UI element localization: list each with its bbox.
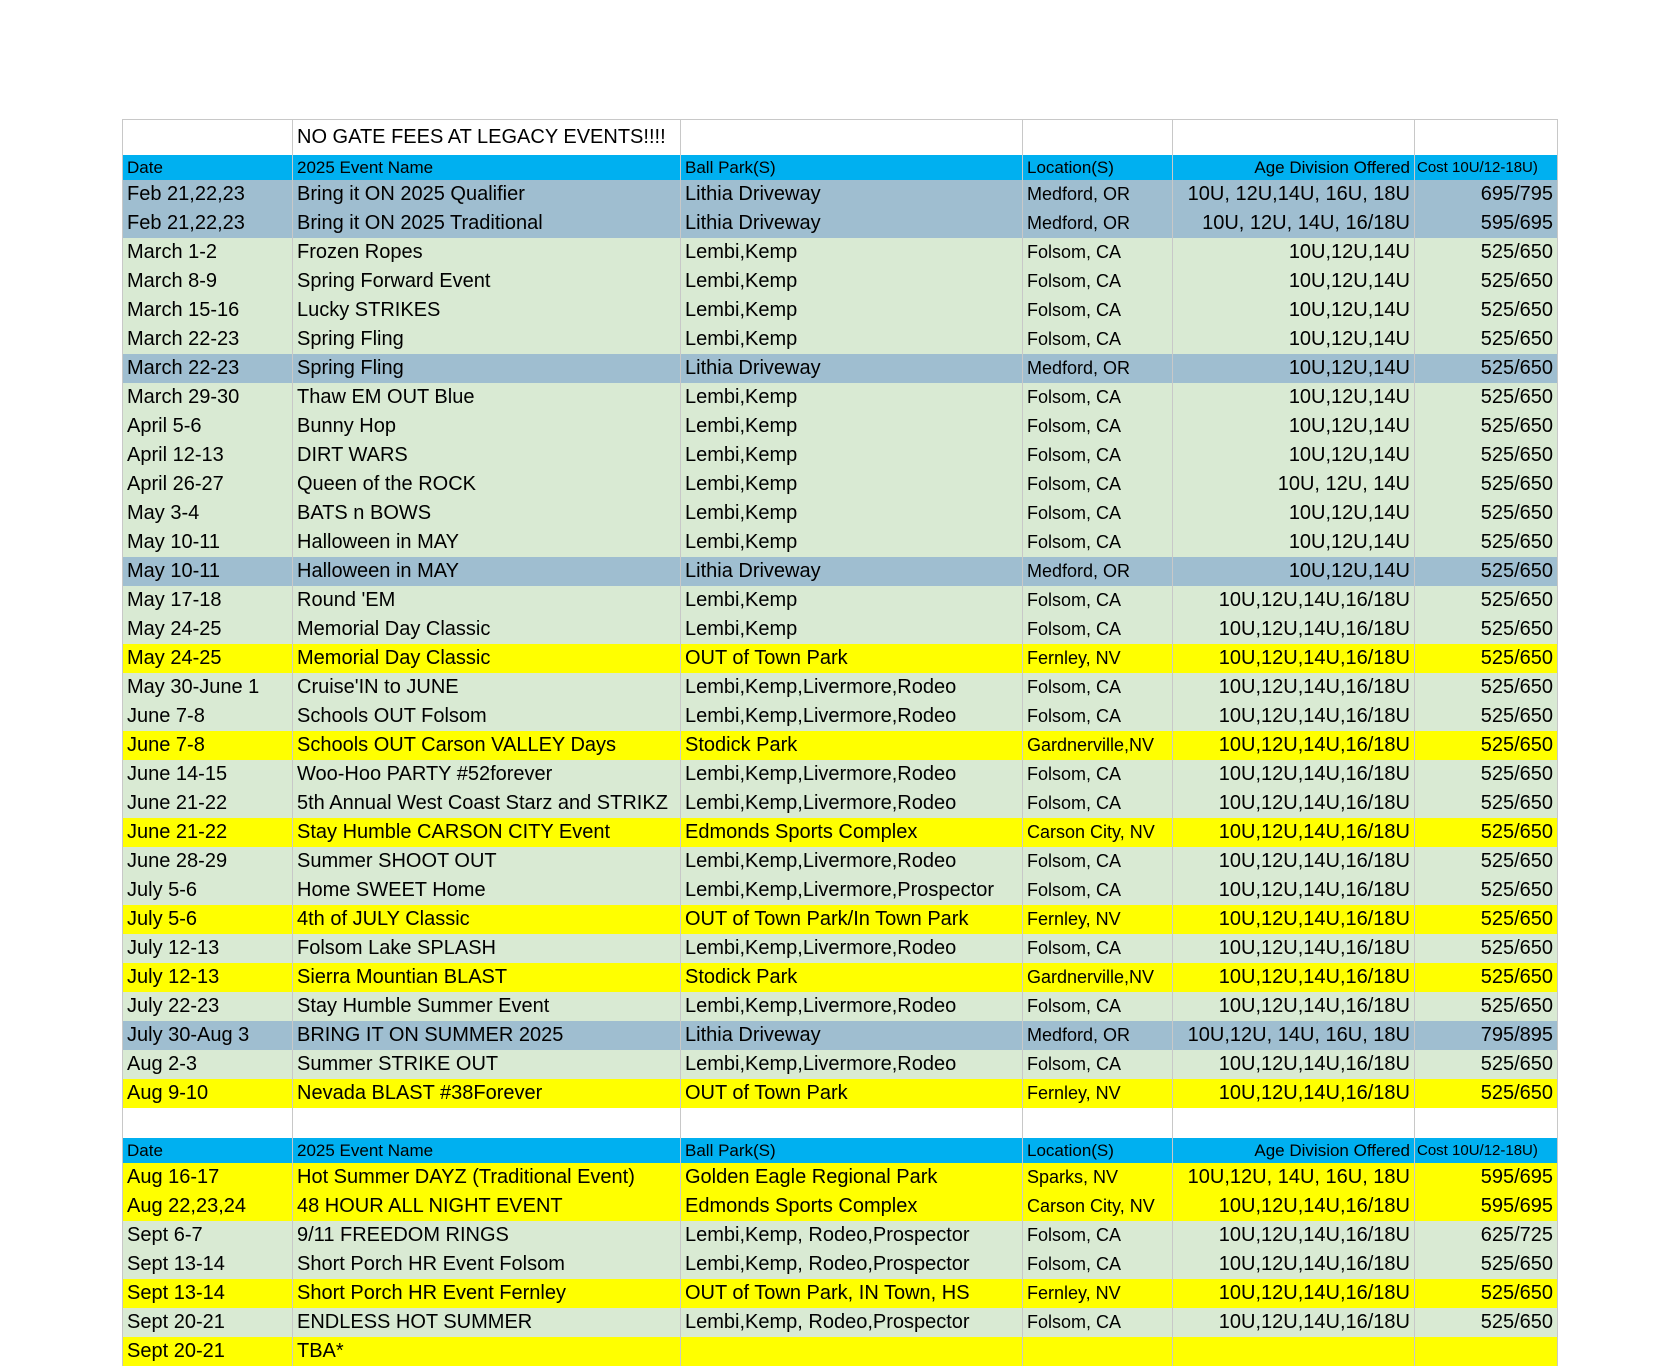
cell-cost: 795/895	[1415, 1021, 1558, 1050]
cell-location: Medford, OR	[1023, 557, 1173, 586]
cell-location: Folsom, CA	[1023, 760, 1173, 789]
header-ball-park: Ball Park(S)	[681, 1138, 1023, 1163]
cell-age-division: 10U,12U, 14U, 16U, 18U	[1173, 1021, 1415, 1050]
cell-age-division: 10U,12U,14U,16/18U	[1173, 1308, 1415, 1337]
cell-age-division: 10U,12U,14U,16/18U	[1173, 702, 1415, 731]
table-row	[123, 325, 1558, 354]
cell-date: July 30-Aug 3	[123, 1021, 293, 1050]
cell-empty	[1023, 1337, 1173, 1366]
cell-event-name: Frozen Ropes	[293, 238, 681, 267]
cell-age-division: 10U,12U,14U,16/18U	[1173, 1221, 1415, 1250]
cell-age-division: 10U,12U,14U	[1173, 557, 1415, 586]
cell-event-name: Bring it ON 2025 Qualifier	[293, 180, 681, 209]
cell-age-division: 10U,12U,14U,16/18U	[1173, 963, 1415, 992]
cell-date: March 15-16	[123, 296, 293, 325]
cell-date: April 5-6	[123, 412, 293, 441]
cell-ball-park: Edmonds Sports Complex	[681, 818, 1023, 847]
cell-ball-park: Stodick Park	[681, 963, 1023, 992]
cell-cost: 525/650	[1415, 818, 1558, 847]
cell-event-name: Sierra Mountian BLAST	[293, 963, 681, 992]
cell-event-name: Stay Humble CARSON CITY Event	[293, 818, 681, 847]
spacer-row	[123, 1108, 1558, 1138]
header-age-division: Age Division Offered	[1173, 1138, 1415, 1163]
cell-event-name: Stay Humble Summer Event	[293, 992, 681, 1021]
cell-age-division: 10U,12U,14U,16/18U	[1173, 1050, 1415, 1079]
cell-cost: 525/650	[1415, 905, 1558, 934]
cell-date: May 24-25	[123, 615, 293, 644]
cell-age-division: 10U,12U,14U,16/18U	[1173, 673, 1415, 702]
cell-event-name: Woo-Hoo PARTY #52forever	[293, 760, 681, 789]
table-row	[123, 1079, 1558, 1108]
cell-ball-park: Lembi,Kemp	[681, 586, 1023, 615]
no-gate-fees-notice: NO GATE FEES AT LEGACY EVENTS!!!!	[293, 120, 681, 156]
table-row	[123, 1050, 1558, 1079]
cell-age-division: 10U,12U,14U,16/18U	[1173, 1279, 1415, 1308]
cell-ball-park: Lembi,Kemp	[681, 441, 1023, 470]
cell-event-name: Cruise'IN to JUNE	[293, 673, 681, 702]
cell-age-division: 10U,12U,14U	[1173, 412, 1415, 441]
cell-location: Folsom, CA	[1023, 702, 1173, 731]
cell-date: May 30-June 1	[123, 673, 293, 702]
cell-age-division: 10U,12U,14U,16/18U	[1173, 644, 1415, 673]
cell-age-division: 10U, 12U, 14U, 16/18U	[1173, 209, 1415, 238]
cell-date: May 10-11	[123, 557, 293, 586]
table-row	[123, 1221, 1558, 1250]
table-row	[123, 876, 1558, 905]
cell-location: Fernley, NV	[1023, 1079, 1173, 1108]
cell-age-division: 10U,12U,14U,16/18U	[1173, 818, 1415, 847]
cell-location: Sparks, NV	[1023, 1163, 1173, 1192]
notice-row	[123, 120, 1558, 156]
cell-cost: 525/650	[1415, 412, 1558, 441]
cell-ball-park: OUT of Town Park/In Town Park	[681, 905, 1023, 934]
cell-location: Folsom, CA	[1023, 528, 1173, 557]
cell-location: Folsom, CA	[1023, 1250, 1173, 1279]
cell-location: Carson City, NV	[1023, 818, 1173, 847]
table-row	[123, 673, 1558, 702]
cell-ball-park: Lembi,Kemp	[681, 296, 1023, 325]
cell-cost: 525/650	[1415, 789, 1558, 818]
cell-age-division: 10U,12U,14U,16/18U	[1173, 586, 1415, 615]
cell-event-name: Short Porch HR Event Fernley	[293, 1279, 681, 1308]
cell-location: Folsom, CA	[1023, 1308, 1173, 1337]
cell-event-name: Hot Summer DAYZ (Traditional Event)	[293, 1163, 681, 1192]
table-row	[123, 760, 1558, 789]
cell-date: March 1-2	[123, 238, 293, 267]
cell-ball-park: Lembi,Kemp,Livermore,Rodeo	[681, 1050, 1023, 1079]
cell-ball-park: Lembi,Kemp,Livermore,Rodeo	[681, 789, 1023, 818]
cell-ball-park: Lembi,Kemp,Livermore,Rodeo	[681, 992, 1023, 1021]
cell-ball-park: Lithia Driveway	[681, 180, 1023, 209]
cell-date: June 7-8	[123, 731, 293, 760]
cell-location: Folsom, CA	[1023, 296, 1173, 325]
cell-date: Sept 6-7	[123, 1221, 293, 1250]
table-row	[123, 789, 1558, 818]
cell-event-name: BRING IT ON SUMMER 2025	[293, 1021, 681, 1050]
cell-cost: 525/650	[1415, 702, 1558, 731]
cell-location: Folsom, CA	[1023, 673, 1173, 702]
cell-location: Gardnerville,NV	[1023, 963, 1173, 992]
cell-date: March 22-23	[123, 354, 293, 383]
cell-empty	[681, 1337, 1023, 1366]
cell-event-name: Schools OUT Carson VALLEY Days	[293, 731, 681, 760]
cell-date: Feb 21,22,23	[123, 180, 293, 209]
cell-age-division: 10U,12U,14U	[1173, 528, 1415, 557]
cell-cost: 525/650	[1415, 499, 1558, 528]
cell-location: Gardnerville,NV	[1023, 731, 1173, 760]
cell-event-name: TBA*	[293, 1337, 681, 1366]
header-date: Date	[123, 1138, 293, 1163]
cell-ball-park: Lembi,Kemp	[681, 325, 1023, 354]
cell-date: April 12-13	[123, 441, 293, 470]
cell-location: Medford, OR	[1023, 354, 1173, 383]
header-event-name: 2025 Event Name	[293, 155, 681, 180]
cell-date: June 14-15	[123, 760, 293, 789]
cell-age-division: 10U,12U,14U	[1173, 296, 1415, 325]
cell-age-division: 10U,12U,14U,16/18U	[1173, 760, 1415, 789]
cell-location: Carson City, NV	[1023, 1192, 1173, 1221]
cell-ball-park: Golden Eagle Regional Park	[681, 1163, 1023, 1192]
cell-cost: 525/650	[1415, 992, 1558, 1021]
cell-location: Folsom, CA	[1023, 267, 1173, 296]
cell-age-division: 10U,12U,14U,16/18U	[1173, 1079, 1415, 1108]
cell-cost: 525/650	[1415, 441, 1558, 470]
cell-date: July 5-6	[123, 876, 293, 905]
table-row	[123, 296, 1558, 325]
cell-age-division: 10U,12U,14U	[1173, 267, 1415, 296]
cell-date: May 10-11	[123, 528, 293, 557]
cell-ball-park: Lembi,Kemp,Livermore,Prospector	[681, 876, 1023, 905]
cell-date: Sept 20-21	[123, 1337, 293, 1366]
header-location: Location(S)	[1023, 155, 1173, 180]
cell-location: Folsom, CA	[1023, 992, 1173, 1021]
cell-date: Aug 2-3	[123, 1050, 293, 1079]
cell-age-division: 10U,12U,14U,16/18U	[1173, 905, 1415, 934]
cell-event-name: Short Porch HR Event Folsom	[293, 1250, 681, 1279]
table-row	[123, 963, 1558, 992]
header-cost: Cost 10U/12-18U)	[1415, 1138, 1558, 1163]
table-row	[123, 731, 1558, 760]
cell-cost: 525/650	[1415, 470, 1558, 499]
cell-ball-park: Lembi,Kemp, Rodeo,Prospector	[681, 1221, 1023, 1250]
cell-location: Folsom, CA	[1023, 499, 1173, 528]
table-row	[123, 847, 1558, 876]
cell-age-division: 10U,12U,14U	[1173, 354, 1415, 383]
cell-ball-park: Lithia Driveway	[681, 1021, 1023, 1050]
cell-date: June 21-22	[123, 818, 293, 847]
cell-event-name: 9/11 FREEDOM RINGS	[293, 1221, 681, 1250]
cell-age-division: 10U,12U,14U	[1173, 383, 1415, 412]
table-row	[123, 615, 1558, 644]
cell-event-name: Halloween in MAY	[293, 528, 681, 557]
cell-cost: 525/650	[1415, 963, 1558, 992]
cell-event-name: Nevada BLAST #38Forever	[293, 1079, 681, 1108]
cell-location: Medford, OR	[1023, 209, 1173, 238]
cell-location: Folsom, CA	[1023, 441, 1173, 470]
cell-date: July 22-23	[123, 992, 293, 1021]
header-row-2	[123, 1138, 1558, 1163]
header-age-division: Age Division Offered	[1173, 155, 1415, 180]
cell-ball-park: Lembi,Kemp, Rodeo,Prospector	[681, 1308, 1023, 1337]
cell-event-name: Thaw EM OUT Blue	[293, 383, 681, 412]
table-row	[123, 383, 1558, 412]
cell-location: Medford, OR	[1023, 1021, 1173, 1050]
header-ball-park: Ball Park(S)	[681, 155, 1023, 180]
schedule-table	[122, 119, 1558, 1366]
cell-location: Folsom, CA	[1023, 470, 1173, 499]
cell-age-division: 10U,12U,14U,16/18U	[1173, 731, 1415, 760]
cell-date: July 12-13	[123, 934, 293, 963]
table-row	[123, 1163, 1558, 1192]
table-row	[123, 644, 1558, 673]
cell-age-division: 10U, 12U, 14U	[1173, 470, 1415, 499]
cell-cost: 525/650	[1415, 354, 1558, 383]
header-date: Date	[123, 155, 293, 180]
cell-cost: 525/650	[1415, 615, 1558, 644]
cell-cost: 525/650	[1415, 1279, 1558, 1308]
cell-cost: 525/650	[1415, 325, 1558, 354]
cell-date: Aug 9-10	[123, 1079, 293, 1108]
cell-event-name: DIRT WARS	[293, 441, 681, 470]
cell-event-name: 48 HOUR ALL NIGHT EVENT	[293, 1192, 681, 1221]
cell-age-division: 10U,12U,14U	[1173, 325, 1415, 354]
table-row-partial	[123, 1337, 1558, 1366]
cell-date: May 3-4	[123, 499, 293, 528]
table-row	[123, 499, 1558, 528]
cell-cost: 595/695	[1415, 1163, 1558, 1192]
table-row	[123, 412, 1558, 441]
cell-event-name: Bring it ON 2025 Traditional	[293, 209, 681, 238]
table-row	[123, 818, 1558, 847]
cell-event-name: Summer STRIKE OUT	[293, 1050, 681, 1079]
header-location: Location(S)	[1023, 1138, 1173, 1163]
cell-location: Folsom, CA	[1023, 412, 1173, 441]
cell-ball-park: Edmonds Sports Complex	[681, 1192, 1023, 1221]
cell-location: Folsom, CA	[1023, 615, 1173, 644]
cell-location: Folsom, CA	[1023, 325, 1173, 354]
cell-age-division: 10U,12U,14U,16/18U	[1173, 992, 1415, 1021]
cell-ball-park: Lembi,Kemp	[681, 267, 1023, 296]
cell-age-division: 10U,12U,14U,16/18U	[1173, 847, 1415, 876]
cell-date: March 29-30	[123, 383, 293, 412]
cell-ball-park: Lembi,Kemp,Livermore,Rodeo	[681, 760, 1023, 789]
cell-ball-park: Lembi,Kemp	[681, 470, 1023, 499]
cell-ball-park: Stodick Park	[681, 731, 1023, 760]
cell-date: June 7-8	[123, 702, 293, 731]
table-row	[123, 586, 1558, 615]
table-row	[123, 238, 1558, 267]
table-row	[123, 209, 1558, 238]
table-row	[123, 1192, 1558, 1221]
cell-age-division: 10U,12U,14U,16/18U	[1173, 615, 1415, 644]
cell-event-name: Round 'EM	[293, 586, 681, 615]
cell-cost: 595/695	[1415, 1192, 1558, 1221]
cell-date: Sept 20-21	[123, 1308, 293, 1337]
cell-location: Folsom, CA	[1023, 934, 1173, 963]
cell-age-division: 10U,12U, 14U, 16U, 18U	[1173, 1163, 1415, 1192]
cell-location: Folsom, CA	[1023, 789, 1173, 818]
cell-event-name: Halloween in MAY	[293, 557, 681, 586]
cell-ball-park: Lembi,Kemp, Rodeo,Prospector	[681, 1250, 1023, 1279]
cell-ball-park: Lembi,Kemp	[681, 383, 1023, 412]
table-row	[123, 934, 1558, 963]
cell-ball-park: Lembi,Kemp	[681, 615, 1023, 644]
cell-ball-park: Lembi,Kemp	[681, 238, 1023, 267]
cell-age-division: 10U,12U,14U	[1173, 238, 1415, 267]
cell-ball-park: Lembi,Kemp,Livermore,Rodeo	[681, 702, 1023, 731]
cell-location: Folsom, CA	[1023, 876, 1173, 905]
cell-ball-park: Lithia Driveway	[681, 209, 1023, 238]
cell-date: Sept 13-14	[123, 1279, 293, 1308]
table-row	[123, 180, 1558, 209]
cell-event-name: Lucky STRIKES	[293, 296, 681, 325]
table-row	[123, 992, 1558, 1021]
cell-ball-park: OUT of Town Park	[681, 1079, 1023, 1108]
schedule-sheet	[122, 119, 1557, 1366]
cell-empty	[1173, 1337, 1415, 1366]
cell-location: Folsom, CA	[1023, 383, 1173, 412]
table-row	[123, 1279, 1558, 1308]
cell-cost: 625/725	[1415, 1221, 1558, 1250]
cell-age-division: 10U,12U,14U,16/18U	[1173, 1192, 1415, 1221]
cell-location: Medford, OR	[1023, 180, 1173, 209]
cell-cost: 525/650	[1415, 383, 1558, 412]
cell-location: Fernley, NV	[1023, 1279, 1173, 1308]
cell-location: Folsom, CA	[1023, 1221, 1173, 1250]
cell-location: Fernley, NV	[1023, 905, 1173, 934]
cell-cost: 695/795	[1415, 180, 1558, 209]
cell-ball-park: Lembi,Kemp	[681, 528, 1023, 557]
cell-event-name: Memorial Day Classic	[293, 615, 681, 644]
cell-date: March 8-9	[123, 267, 293, 296]
table-row	[123, 441, 1558, 470]
header-event-name: 2025 Event Name	[293, 1138, 681, 1163]
cell-cost: 525/650	[1415, 1050, 1558, 1079]
cell-event-name: Schools OUT Folsom	[293, 702, 681, 731]
cell-cost: 525/650	[1415, 760, 1558, 789]
cell-date: April 26-27	[123, 470, 293, 499]
cell-event-name: Spring Fling	[293, 325, 681, 354]
cell-age-division: 10U,12U,14U,16/18U	[1173, 1250, 1415, 1279]
cell-event-name: Folsom Lake SPLASH	[293, 934, 681, 963]
cell-location: Folsom, CA	[1023, 238, 1173, 267]
cell-ball-park: Lembi,Kemp,Livermore,Rodeo	[681, 673, 1023, 702]
cell-age-division: 10U,12U,14U,16/18U	[1173, 876, 1415, 905]
cell-event-name: 4th of JULY Classic	[293, 905, 681, 934]
table-row	[123, 1021, 1558, 1050]
cell-cost: 525/650	[1415, 1250, 1558, 1279]
cell-location: Folsom, CA	[1023, 586, 1173, 615]
table-row	[123, 1308, 1558, 1337]
cell-event-name: ENDLESS HOT SUMMER	[293, 1308, 681, 1337]
cell-cost: 525/650	[1415, 731, 1558, 760]
cell-cost: 595/695	[1415, 209, 1558, 238]
cell-date: July 5-6	[123, 905, 293, 934]
table-row	[123, 354, 1558, 383]
cell-date: March 22-23	[123, 325, 293, 354]
cell-ball-park: Lembi,Kemp,Livermore,Rodeo	[681, 934, 1023, 963]
cell-date: May 17-18	[123, 586, 293, 615]
cell-cost: 525/650	[1415, 934, 1558, 963]
cell-event-name: Memorial Day Classic	[293, 644, 681, 673]
cell-date: June 28-29	[123, 847, 293, 876]
cell-age-division: 10U,12U,14U,16/18U	[1173, 934, 1415, 963]
cell-cost: 525/650	[1415, 1308, 1558, 1337]
cell-date: May 24-25	[123, 644, 293, 673]
cell-date: Aug 22,23,24	[123, 1192, 293, 1221]
table-row	[123, 702, 1558, 731]
cell-ball-park: Lembi,Kemp,Livermore,Rodeo	[681, 847, 1023, 876]
cell-date: Sept 13-14	[123, 1250, 293, 1279]
cell-date: Aug 16-17	[123, 1163, 293, 1192]
cell-cost: 525/650	[1415, 876, 1558, 905]
cell-event-name: BATS n BOWS	[293, 499, 681, 528]
cell-event-name: Spring Fling	[293, 354, 681, 383]
cell-location: Fernley, NV	[1023, 644, 1173, 673]
cell-empty	[1415, 1337, 1558, 1366]
cell-cost: 525/650	[1415, 296, 1558, 325]
cell-cost: 525/650	[1415, 267, 1558, 296]
table-row	[123, 557, 1558, 586]
table-row	[123, 905, 1558, 934]
cell-age-division: 10U, 12U,14U, 16U, 18U	[1173, 180, 1415, 209]
cell-ball-park: Lembi,Kemp	[681, 499, 1023, 528]
cell-ball-park: Lithia Driveway	[681, 354, 1023, 383]
cell-cost: 525/650	[1415, 1079, 1558, 1108]
header-cost: Cost 10U/12-18U)	[1415, 155, 1558, 180]
table-row	[123, 267, 1558, 296]
cell-event-name: 5th Annual West Coast Starz and STRIKZ	[293, 789, 681, 818]
cell-cost: 525/650	[1415, 586, 1558, 615]
table-row	[123, 470, 1558, 499]
cell-date: July 12-13	[123, 963, 293, 992]
cell-ball-park: Lithia Driveway	[681, 557, 1023, 586]
cell-cost: 525/650	[1415, 557, 1558, 586]
cell-age-division: 10U,12U,14U,16/18U	[1173, 789, 1415, 818]
cell-location: Folsom, CA	[1023, 1050, 1173, 1079]
cell-date: Feb 21,22,23	[123, 209, 293, 238]
cell-cost: 525/650	[1415, 847, 1558, 876]
table-row	[123, 528, 1558, 557]
cell-date: June 21-22	[123, 789, 293, 818]
cell-ball-park: Lembi,Kemp	[681, 412, 1023, 441]
cell-event-name: Spring Forward Event	[293, 267, 681, 296]
cell-event-name: Home SWEET Home	[293, 876, 681, 905]
cell-ball-park: OUT of Town Park	[681, 644, 1023, 673]
cell-event-name: Summer SHOOT OUT	[293, 847, 681, 876]
cell-cost: 525/650	[1415, 644, 1558, 673]
cell-event-name: Queen of the ROCK	[293, 470, 681, 499]
table-row	[123, 1250, 1558, 1279]
cell-location: Folsom, CA	[1023, 847, 1173, 876]
cell-cost: 525/650	[1415, 528, 1558, 557]
header-row	[123, 155, 1558, 180]
cell-cost: 525/650	[1415, 238, 1558, 267]
cell-cost: 525/650	[1415, 673, 1558, 702]
cell-ball-park: OUT of Town Park, IN Town, HS	[681, 1279, 1023, 1308]
cell-age-division: 10U,12U,14U	[1173, 499, 1415, 528]
cell-age-division: 10U,12U,14U	[1173, 441, 1415, 470]
cell-event-name: Bunny Hop	[293, 412, 681, 441]
